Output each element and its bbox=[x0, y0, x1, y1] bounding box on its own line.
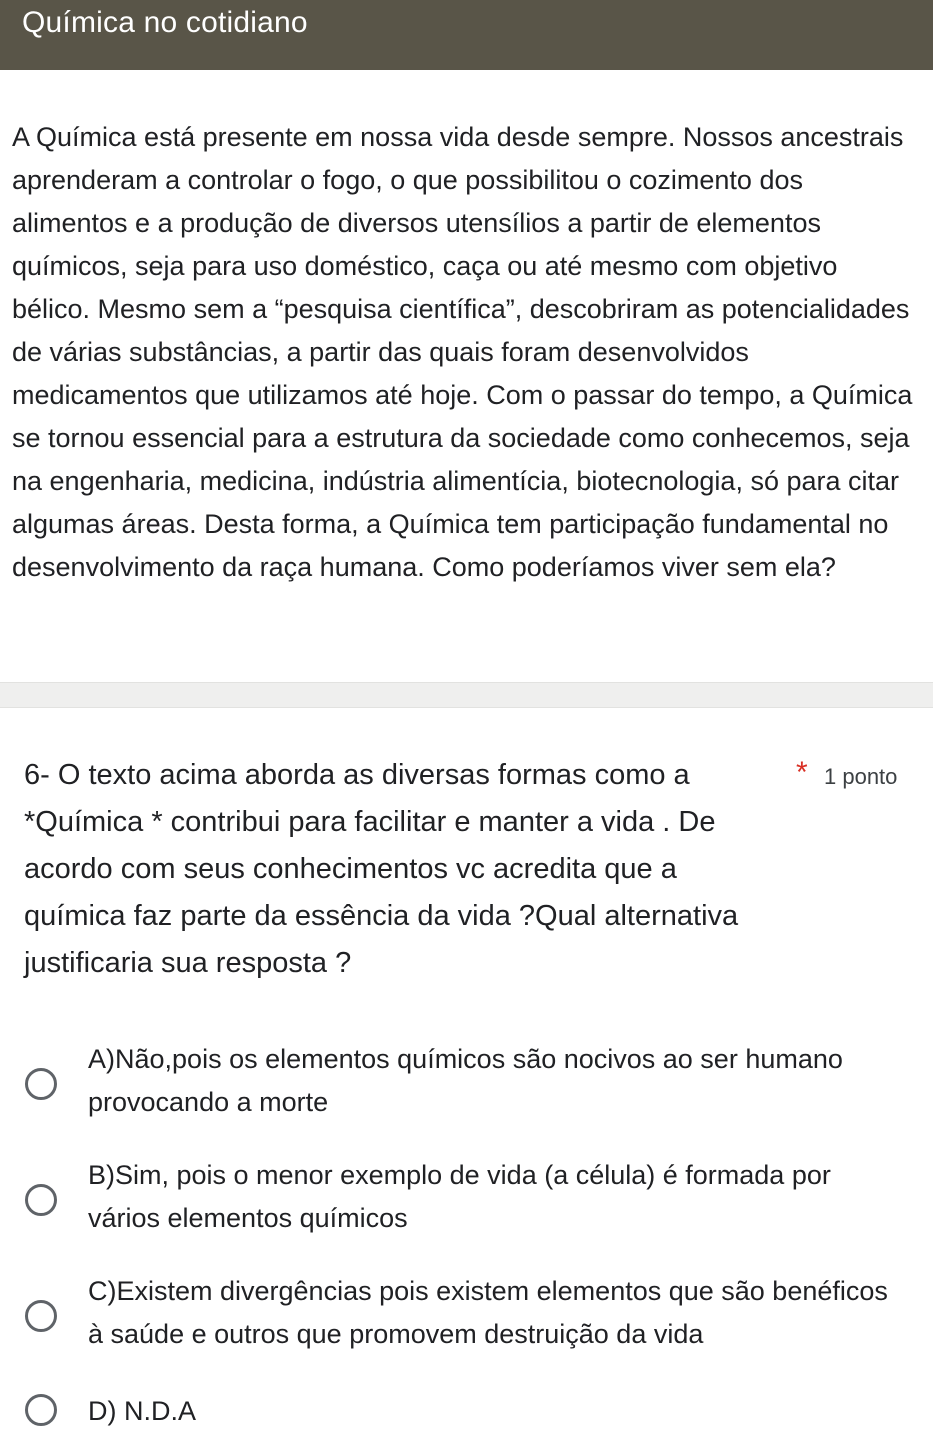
question-text: 6- O texto acima aborda as diversas formas como a *Química * contribui para facilitar e manter a vida . De acordo com seus conhecimentos vc acredita que a química faz parte da essência da vida ?Qual alternativa justificaria sua resposta ? bbox=[24, 759, 739, 979]
form-header bbox=[0, 0, 933, 70]
radio-button-d[interactable] bbox=[25, 1394, 57, 1426]
question-points: 1 ponto bbox=[824, 764, 898, 789]
form-title: Química no cotidiano bbox=[22, 6, 308, 39]
radio-button-c[interactable] bbox=[25, 1300, 57, 1332]
option-a-label[interactable]: A)Não,pois os elementos químicos são nocivos ao ser humano provocando a morte bbox=[88, 1044, 843, 1117]
section-description: A Química está presente em nossa vida desde sempre. Nossos ancestrais aprenderam a controlar o fogo, o que possibilitou o cozimento dos alimentos e a produção de diversos utensílios a partir de elementos químicos, seja para uso doméstico, caça ou até mesmo com objetivo bélico. Mesmo sem a “pesquisa científica”, descobriram as potencialidades de várias substâncias, a partir das quais foram desenvolvidos medicamentos que utilizamos até hoje. Com o passar do tempo, a Química se tornou essencial para a estrutura da sociedade como conhecemos, seja na engenharia, medicina, indústria alimentícia, biotecnologia, só para citar algumas áreas. Desta forma, a Química tem participação fundamental no desenvolvimento da raça humana. Como poderíamos viver sem ela? bbox=[12, 122, 913, 582]
section-divider bbox=[0, 682, 933, 708]
radio-button-a[interactable] bbox=[25, 1068, 57, 1100]
radio-button-b[interactable] bbox=[25, 1184, 57, 1216]
option-b-label[interactable]: B)Sim, pois o menor exemplo de vida (a célula) é formada por vários elementos químicos bbox=[88, 1160, 831, 1233]
required-asterisk: * bbox=[796, 756, 808, 789]
option-d-label[interactable]: D) N.D.A bbox=[88, 1396, 196, 1426]
option-c-label[interactable]: C)Existem divergências pois existem elementos que são benéficos à saúde e outros que promovem destruição da vida bbox=[88, 1276, 888, 1349]
